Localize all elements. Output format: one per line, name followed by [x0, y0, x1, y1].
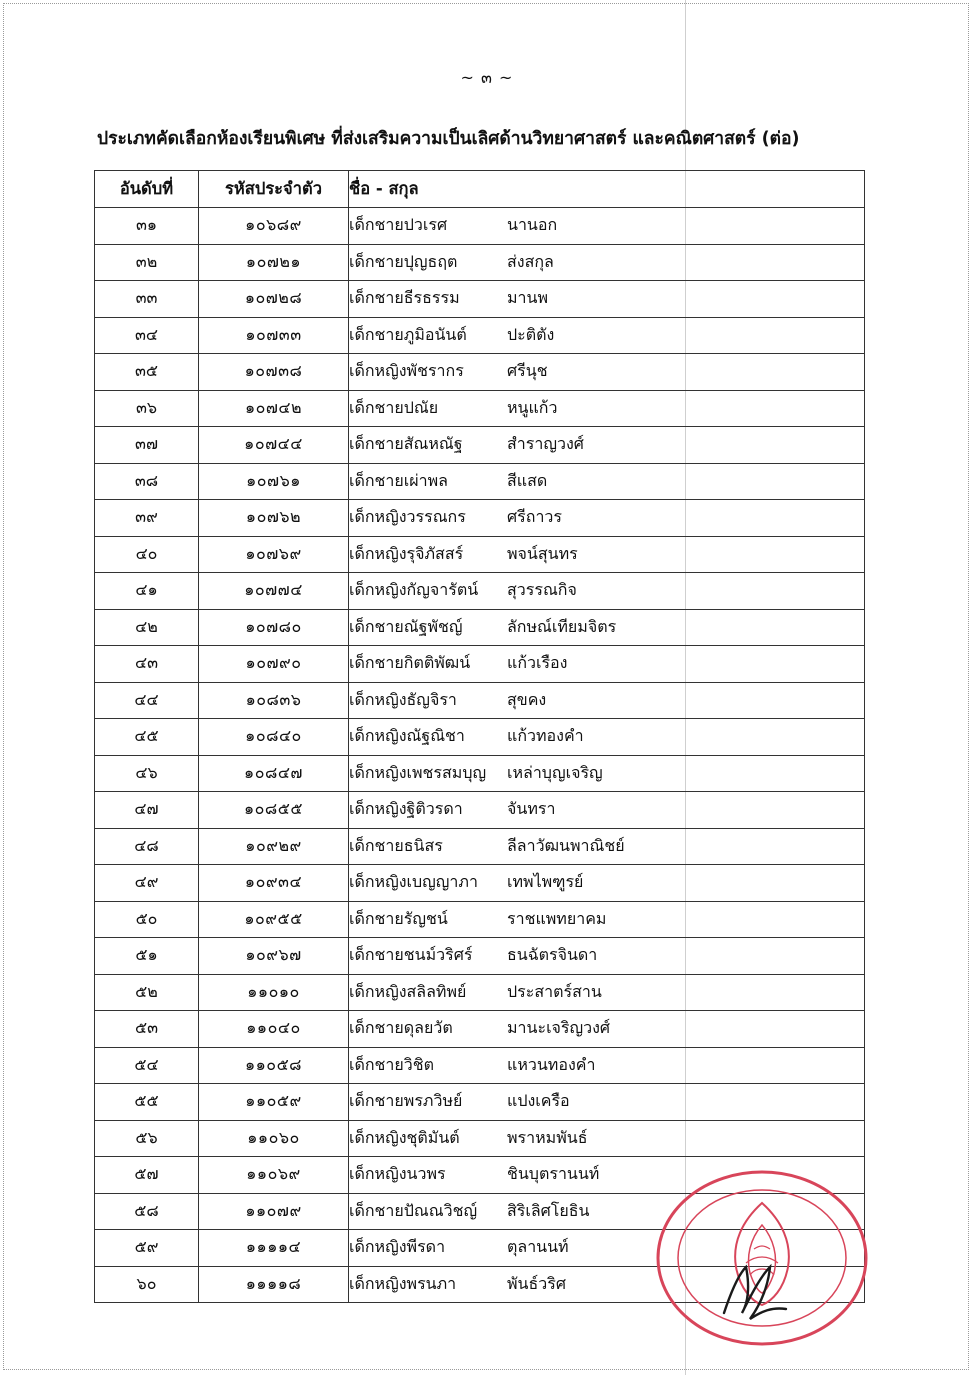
full-name-cell	[349, 609, 865, 646]
last-name: สีแสด	[507, 470, 548, 490]
rank-cell: ๓๒	[95, 244, 199, 281]
student-id-cell: ๑๑๐๗๙	[199, 1193, 349, 1230]
rank-cell: ๕๑	[95, 938, 199, 975]
last-name: มานพ	[507, 288, 549, 308]
student-id-cell: ๑๐๗๔๔	[199, 427, 349, 464]
student-id-cell: ๑๑๐๖๙	[199, 1157, 349, 1194]
rank-cell: ๔๑	[95, 573, 199, 610]
table-row	[95, 755, 865, 792]
column-header-full-name: ชื่อ - สกุล	[349, 171, 865, 208]
full-name-cell	[349, 1047, 865, 1084]
full-name-cell	[349, 865, 865, 902]
rank-cell: ๕๕	[95, 1084, 199, 1121]
table-row	[95, 792, 865, 829]
full-name-cell	[349, 1011, 865, 1048]
rank-cell: ๔๘	[95, 828, 199, 865]
student-id-cell: ๑๑๑๑๔	[199, 1230, 349, 1267]
rank-cell: ๔๓	[95, 646, 199, 683]
first-name: เด็กชายธีรธรรม	[349, 288, 460, 308]
first-name: เด็กชายปุญธฤต	[349, 251, 458, 271]
rank-cell: ๓๗	[95, 427, 199, 464]
first-name: เด็กชายณัฐพัชญ์	[349, 616, 463, 636]
table-row	[95, 573, 865, 610]
last-name: ประสาตร์สาน	[507, 981, 602, 1001]
rank-cell: ๓๓	[95, 281, 199, 318]
full-name-cell	[349, 390, 865, 427]
table-row	[95, 500, 865, 537]
table-row	[95, 208, 865, 245]
student-id-cell: ๑๐๗๗๔	[199, 573, 349, 610]
table-row	[95, 901, 865, 938]
column-header-student-id: รหัสประจำตัว	[199, 171, 349, 208]
rank-cell: ๔๒	[95, 609, 199, 646]
first-name: เด็กหญิงสลิลทิพย์	[349, 981, 467, 1001]
student-id-cell: ๑๑๐๔๐	[199, 1011, 349, 1048]
last-name: ลักษณ์เทียมจิตร	[507, 616, 617, 636]
student-id-cell: ๑๑๐๖๐	[199, 1120, 349, 1157]
table-row	[95, 865, 865, 902]
last-name: ส่งสกุล	[507, 251, 554, 271]
first-name: เด็กชายชนม์วริศร์	[349, 945, 473, 965]
last-name: แก้วเรือง	[507, 653, 568, 673]
first-name: เด็กชายรัญชน์	[349, 908, 448, 928]
last-name: ศรีนุช	[507, 361, 548, 381]
page-number: ~ ๓ ~	[460, 68, 514, 87]
first-name: เด็กชายสัณหณัฐ	[349, 434, 463, 454]
table-row	[95, 609, 865, 646]
full-name-cell	[349, 901, 865, 938]
first-name: เด็กหญิงกัญจารัตน์	[349, 580, 479, 600]
full-name-cell	[349, 938, 865, 975]
rank-cell: ๕๐	[95, 901, 199, 938]
rank-cell: ๔๖	[95, 755, 199, 792]
rank-cell: ๔๗	[95, 792, 199, 829]
last-name: มานะเจริญวงศ์	[507, 1018, 611, 1038]
first-name: เด็กหญิงฐิติวรดา	[349, 799, 463, 819]
table-row	[95, 1047, 865, 1084]
first-name: เด็กชายปณัย	[349, 397, 439, 417]
first-name: เด็กชายพรภวิษย์	[349, 1091, 463, 1111]
first-name: เด็กหญิงพรนภา	[349, 1273, 457, 1293]
student-id-cell: ๑๐๙๕๕	[199, 901, 349, 938]
first-name: เด็กหญิงชุติมันต์	[349, 1127, 460, 1147]
last-name: ราชแพทยาคม	[507, 908, 607, 928]
last-name: ชินบุตรานนท์	[507, 1164, 600, 1184]
last-name: ลีลาวัฒนพาณิชย์	[507, 835, 625, 855]
rank-cell: ๕๓	[95, 1011, 199, 1048]
full-name-cell	[349, 208, 865, 245]
student-id-cell: ๑๐๘๓๖	[199, 682, 349, 719]
student-id-cell: ๑๐๗๖๒	[199, 500, 349, 537]
last-name: จันทรา	[507, 799, 556, 819]
full-name-cell	[349, 354, 865, 391]
rank-cell: ๕๒	[95, 974, 199, 1011]
full-name-cell	[349, 719, 865, 756]
last-name: แหวนทองคำ	[507, 1054, 596, 1074]
last-name: ศรีถาวร	[507, 507, 562, 527]
student-id-cell: ๑๐๙๒๙	[199, 828, 349, 865]
table-row	[95, 354, 865, 391]
rank-cell: ๓๕	[95, 354, 199, 391]
table-row	[95, 938, 865, 975]
table-header-row	[95, 171, 865, 208]
table-row	[95, 536, 865, 573]
table-row	[95, 828, 865, 865]
last-name: พจน์สุนทร	[507, 543, 578, 563]
full-name-cell	[349, 281, 865, 318]
column-header-rank: อันดับที่	[95, 171, 199, 208]
full-name-cell	[349, 1084, 865, 1121]
last-name: แปงเครือ	[507, 1091, 570, 1111]
full-name-cell	[349, 427, 865, 464]
student-id-cell: ๑๐๗๘๐	[199, 609, 349, 646]
table-row	[95, 390, 865, 427]
student-id-cell: ๑๐๗๙๐	[199, 646, 349, 683]
first-name: เด็กชายดุลยวัต	[349, 1018, 453, 1038]
last-name: พันธ์วริศ	[507, 1273, 566, 1293]
page-title: ประเภทคัดเลือกห้องเรียนพิเศษ ที่ส่งเสริมความเป็นเลิศด้านวิทยาศาสตร์ และคณิตศาสตร์ (ต่อ)	[97, 129, 800, 149]
seal-emblem-outline	[735, 1203, 789, 1305]
last-name: สุขคง	[507, 689, 547, 709]
table-body	[95, 208, 865, 1303]
table-row	[95, 1011, 865, 1048]
student-id-cell: ๑๐๗๖๙	[199, 536, 349, 573]
table-row	[95, 281, 865, 318]
rank-cell: ๕๔	[95, 1047, 199, 1084]
full-name-cell	[349, 463, 865, 500]
student-id-cell: ๑๐๙๓๔	[199, 865, 349, 902]
student-id-cell: ๑๑๑๑๘	[199, 1266, 349, 1303]
student-id-cell: ๑๐๗๓๘	[199, 354, 349, 391]
table-row	[95, 646, 865, 683]
first-name: เด็กชายกิตติพัฒน์	[349, 653, 471, 673]
first-name: เด็กชายภูมิอนันต์	[349, 324, 467, 344]
rank-cell: ๕๘	[95, 1193, 199, 1230]
rank-cell: ๓๘	[95, 463, 199, 500]
rank-cell: ๓๔	[95, 317, 199, 354]
last-name: นานอก	[507, 215, 558, 235]
table-row	[95, 1120, 865, 1157]
first-name: เด็กหญิงรุจิภัสสร์	[349, 543, 464, 563]
seal-emblem-detail	[746, 1246, 778, 1275]
table-row	[95, 427, 865, 464]
student-id-cell: ๑๑๐๑๐	[199, 974, 349, 1011]
rank-cell: ๖๐	[95, 1266, 199, 1303]
rank-cell: ๓๑	[95, 208, 199, 245]
first-name: เด็กชายปวเรศ	[349, 215, 448, 235]
student-id-cell: ๑๐๗๒๑	[199, 244, 349, 281]
student-id-cell: ๑๐๘๕๕	[199, 792, 349, 829]
first-name: เด็กหญิงนวพร	[349, 1164, 446, 1184]
table-row	[95, 682, 865, 719]
first-name: เด็กชายธนิสร	[349, 835, 443, 855]
seal-outer-ring	[658, 1172, 866, 1344]
student-ranking-table	[94, 170, 865, 1303]
table-row	[95, 244, 865, 281]
last-name: สำราญวงศ์	[507, 434, 584, 454]
table-row	[95, 1084, 865, 1121]
full-name-cell	[349, 646, 865, 683]
last-name: ปะติตัง	[507, 324, 555, 344]
first-name: เด็กหญิงธัญจิรา	[349, 689, 457, 709]
student-id-cell: ๑๐๖๘๙	[199, 208, 349, 245]
last-name: ตุลานนท์	[507, 1237, 569, 1257]
full-name-cell	[349, 974, 865, 1011]
student-id-cell: ๑๐๗๔๒	[199, 390, 349, 427]
last-name: ธนฉัตรจินดา	[507, 945, 598, 965]
school-seal-stamp	[650, 1163, 872, 1349]
full-name-cell	[349, 317, 865, 354]
first-name: เด็กหญิงพีรดา	[349, 1237, 446, 1257]
rank-cell: ๓๖	[95, 390, 199, 427]
table-row	[95, 317, 865, 354]
rank-cell: ๔๐	[95, 536, 199, 573]
rank-cell: ๔๔	[95, 682, 199, 719]
rank-cell: ๕๗	[95, 1157, 199, 1194]
student-id-cell: ๑๑๐๕๘	[199, 1047, 349, 1084]
first-name: เด็กหญิงพัชรากร	[349, 361, 464, 381]
last-name: เทพไพฑูรย์	[507, 872, 584, 892]
last-name: สุวรรณกิจ	[507, 580, 577, 600]
student-id-cell: ๑๐๗๓๓	[199, 317, 349, 354]
first-name: เด็กหญิงวรรณกร	[349, 507, 466, 527]
table-row	[95, 719, 865, 756]
last-name: แก้วทองคำ	[507, 726, 584, 746]
full-name-cell	[349, 828, 865, 865]
table-row	[95, 463, 865, 500]
first-name: เด็กชายเผ่าพล	[349, 470, 448, 490]
student-id-cell: ๑๐๙๖๗	[199, 938, 349, 975]
table-row	[95, 974, 865, 1011]
first-name: เด็กหญิงเพชรสมบุญ	[349, 762, 487, 782]
full-name-cell	[349, 682, 865, 719]
last-name: หนูแก้ว	[507, 397, 558, 417]
rank-cell: ๔๙	[95, 865, 199, 902]
full-name-cell	[349, 536, 865, 573]
first-name: เด็กหญิงณัฐณิชา	[349, 726, 465, 746]
last-name: สิริเลิศโยธิน	[507, 1200, 590, 1220]
first-name: เด็กชายปัณณวิชญ์	[349, 1200, 478, 1220]
student-id-cell: ๑๐๗๒๘	[199, 281, 349, 318]
student-id-cell: ๑๐๘๔๗	[199, 755, 349, 792]
student-id-cell: ๑๐๘๔๐	[199, 719, 349, 756]
full-name-cell	[349, 244, 865, 281]
last-name: พราหมพันธ์	[507, 1127, 588, 1147]
student-id-cell: ๑๐๗๖๑	[199, 463, 349, 500]
first-name: เด็กชายวิชิต	[349, 1054, 434, 1074]
last-name: เหล่าบุญเจริญ	[507, 762, 603, 782]
rank-cell: ๔๕	[95, 719, 199, 756]
student-id-cell: ๑๑๐๕๙	[199, 1084, 349, 1121]
rank-cell: ๓๙	[95, 500, 199, 537]
rank-cell: ๕๖	[95, 1120, 199, 1157]
full-name-cell	[349, 755, 865, 792]
full-name-cell	[349, 1120, 865, 1157]
full-name-cell	[349, 573, 865, 610]
rank-cell: ๕๙	[95, 1230, 199, 1267]
full-name-cell	[349, 792, 865, 829]
first-name: เด็กหญิงเบญญาภา	[349, 872, 478, 892]
full-name-cell	[349, 500, 865, 537]
